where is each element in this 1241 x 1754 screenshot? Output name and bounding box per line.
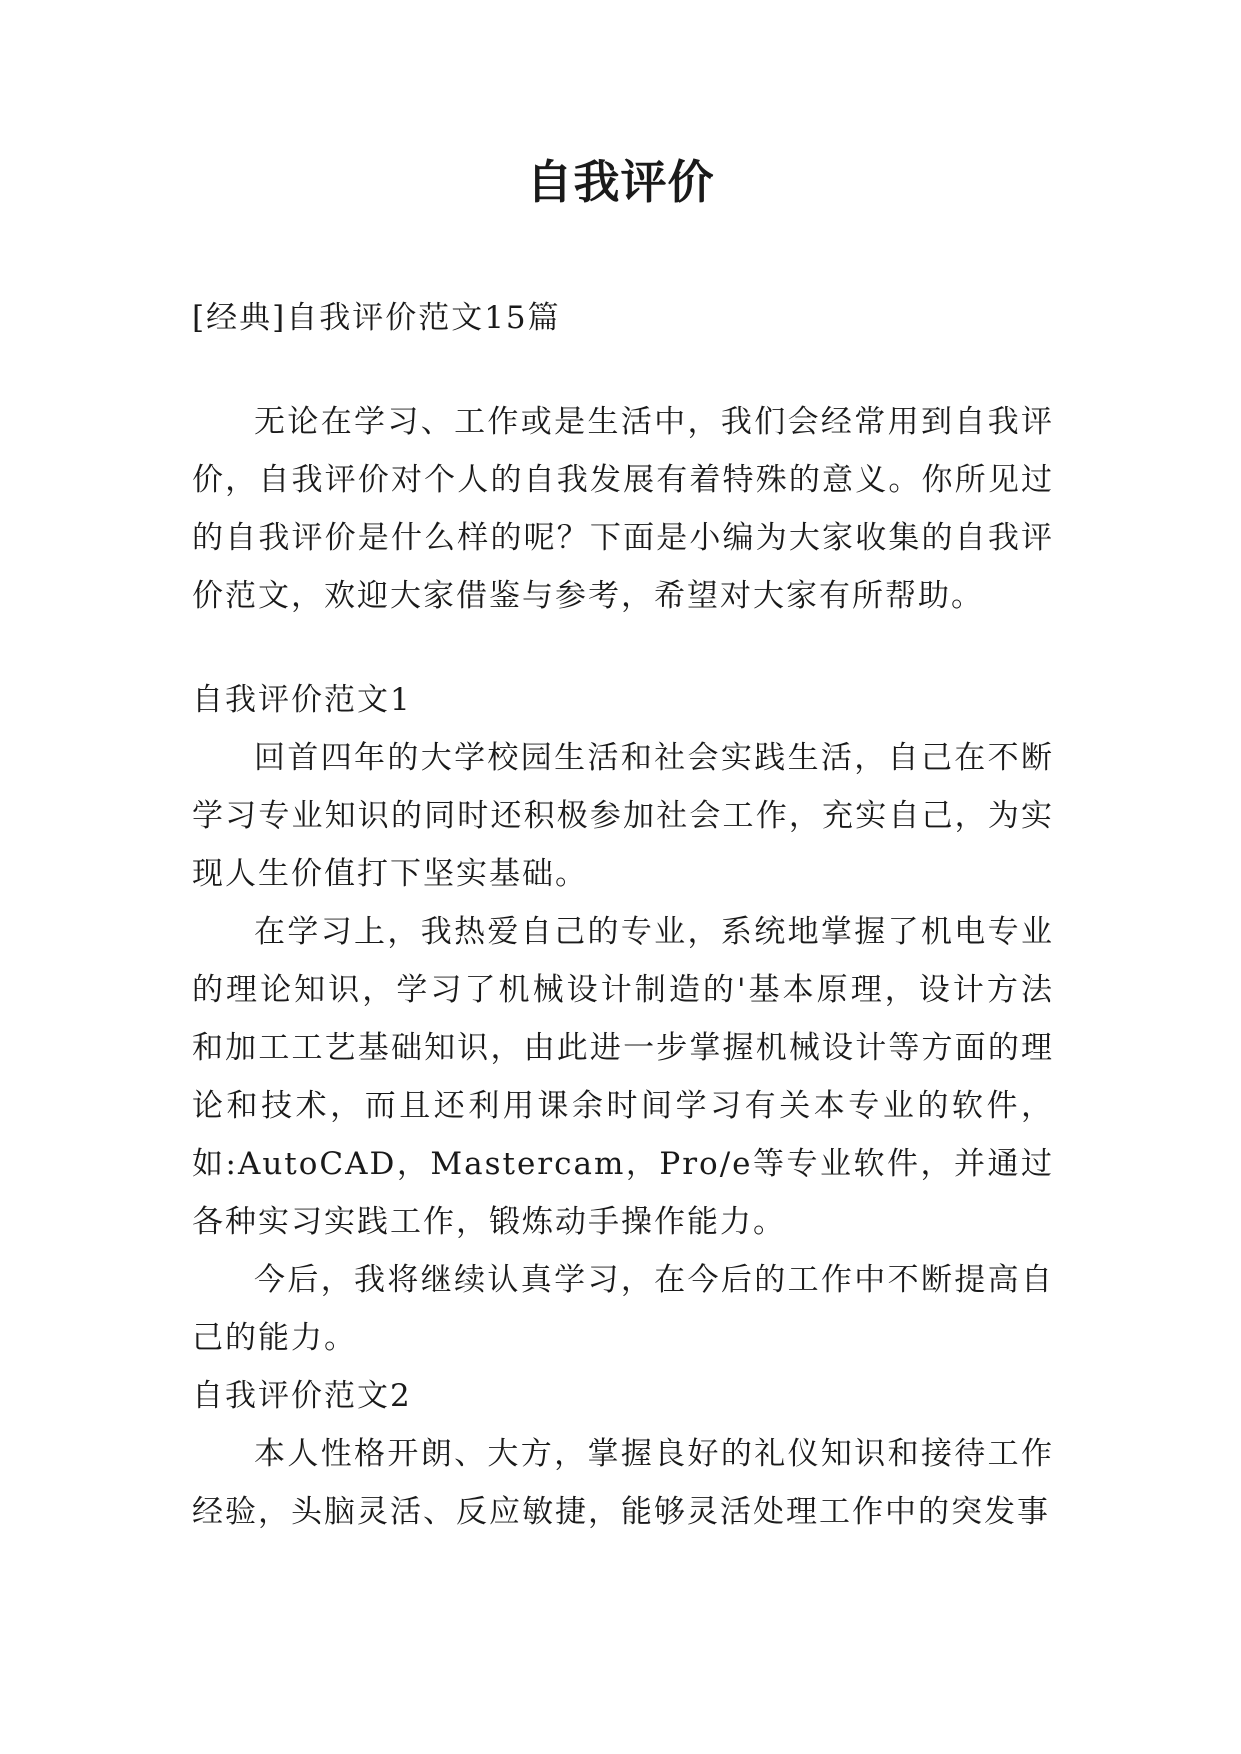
document-subtitle: [经典]自我评价范文15篇: [192, 300, 561, 336]
document-body: [192, 289, 1054, 1541]
section-heading-2: 自我评价范文2: [192, 1378, 412, 1414]
section-2-paragraph-1: 本人性格开朗、大方，掌握良好的礼仪知识和接待工作经验，头脑灵活、反应敏捷，能够灵活处理工作中的突发事: [192, 1436, 1054, 1530]
intro-paragraph: 无论在学习、工作或是生活中，我们会经常用到自我评价，自我评价对个人的自我发展有着特殊的意义。你所见过的自我评价是什么样的呢？下面是小编为大家收集的自我评价范文，欢迎大家借鉴与参考，希望对大家有所帮助。: [192, 404, 1054, 614]
section-heading-1: 自我评价范文1: [192, 682, 412, 718]
section-1-paragraph-1: 回首四年的大学校园生活和社会实践生活，自己在不断学习专业知识的同时还积极参加社会工作，充实自己，为实现人生价值打下坚实基础。: [192, 740, 1054, 892]
section-1-paragraph-2: 在学习上，我热爱自己的专业，系统地掌握了机电专业的理论知识，学习了机械设计制造的'基本原理，设计方法和加工工艺基础知识，由此进一步掌握机械设计等方面的理论和技术，而且还利用课余时间学习有关本专业的软件，如:AutoCAD，Mastercam，Pro/e等专业软件，并通过各种实习实践工作，锻炼动手操作能力。: [192, 914, 1054, 1240]
document-title: 自我评价: [526, 155, 715, 209]
section-1-paragraph-3: 今后，我将继续认真学习，在今后的工作中不断提高自己的能力。: [192, 1262, 1054, 1356]
